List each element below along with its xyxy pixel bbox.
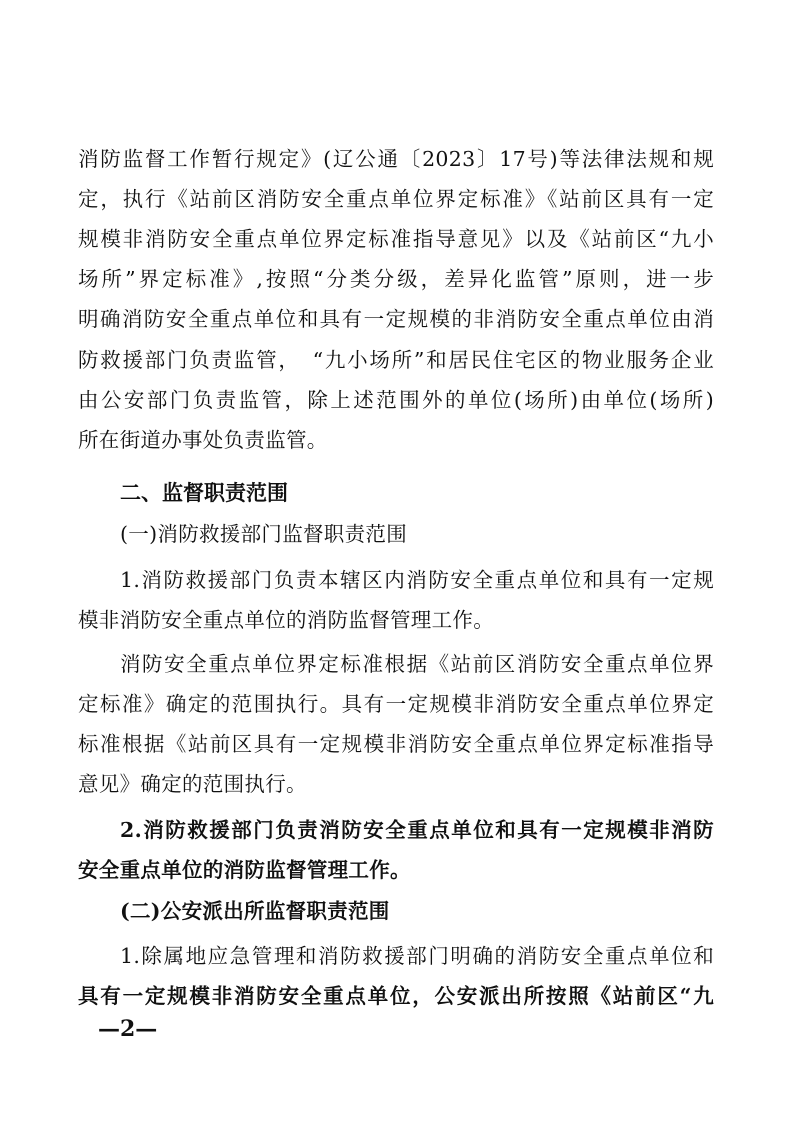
item1-line-1: 1.消防救援部门负责本辖区内消防安全重点单位和具有一定规 (120, 568, 714, 592)
police-item-line-1: 1.除属地应急管理和消防救援部门明确的消防安全重点单位和 (120, 944, 714, 968)
subsection-heading-fire-rescue: (一)消防救援部门监督职责范围 (120, 522, 407, 546)
standards-line-4: 意见》确定的范围执行。 (78, 772, 307, 796)
paragraph1-line-8: 所在街道办事处负责监管。 (78, 428, 328, 452)
paragraph1-line-2: 定，执行《站前区消防安全重点单位界定标准》《站前区具有一定 (78, 187, 714, 211)
standards-line-3: 标准根据《站前区具有一定规模非消防安全重点单位界定标准指导 (78, 732, 714, 756)
item2-line-2: 安全重点单位的消防监督管理工作。 (78, 858, 411, 882)
item1-line-2: 模非消防安全重点单位的消防监督管理工作。 (78, 608, 494, 632)
section-heading: 二、监督职责范围 (120, 481, 288, 505)
paragraph1-line-3: 规模非消防安全重点单位界定标准指导意见》以及《站前区“九小 (78, 227, 714, 251)
standards-line-1: 消防安全重点单位界定标准根据《站前区消防安全重点单位界 (120, 652, 714, 676)
page-number: —2— (98, 1016, 158, 1042)
subsection-heading-police: (二)公安派出所监督职责范围 (120, 899, 390, 923)
standards-line-2: 定标准》确定的范围执行。具有一定规模非消防安全重点单位界定 (78, 692, 714, 716)
paragraph1-line-1: 消防监督工作暂行规定》(辽公通〔2023〕17号)等法律法规和规 (78, 147, 714, 171)
paragraph1-line-6: 防救援部门负责监管， “九小场所”和居民住宅区的物业服务企业 (78, 348, 714, 372)
paragraph1-line-7: 由公安部门负责监管，除上述范围外的单位(场所)由单位(场所) (78, 388, 714, 412)
police-item-line-2: 具有一定规模非消防安全重点单位，公安派出所按照《站前区“九 (78, 984, 714, 1008)
paragraph1-line-4: 场所”界定标准》,按照“分类分级，差异化监管”原则，进一步 (78, 267, 714, 291)
paragraph1-line-5: 明确消防安全重点单位和具有一定规模的非消防安全重点单位由消 (78, 307, 714, 331)
item2-line-1: 2.消防救援部门负责消防安全重点单位和具有一定规模非消防 (120, 818, 714, 842)
